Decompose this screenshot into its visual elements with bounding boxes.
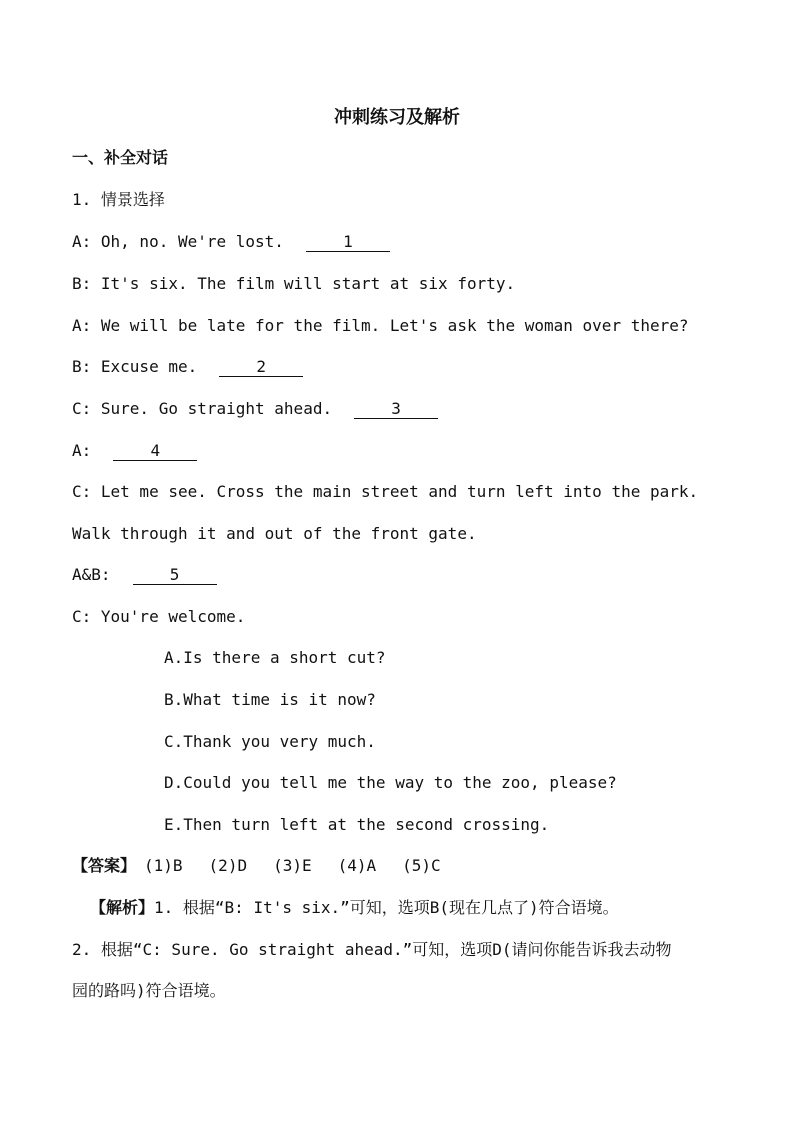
analysis-line: 2. 根据“C: Sure. Go straight ahead.”可知，选项D(请问你能告诉我去动物 bbox=[72, 940, 672, 959]
analysis-line: 园的路吗)符合语境。 bbox=[72, 981, 226, 1000]
answer-item: (1)B bbox=[144, 856, 183, 875]
question-label: 1. 情景选择 bbox=[72, 190, 165, 209]
dialogue-line: C: Let me see. Cross the main street and turn left into the park. bbox=[72, 482, 699, 501]
dialogue-line bbox=[72, 441, 197, 461]
dialogue-line: B: It's six. The film will start at six forty. bbox=[72, 274, 516, 293]
option-d: D.Could you tell me the way to the zoo, please? bbox=[164, 773, 617, 792]
answer-line bbox=[72, 856, 467, 876]
answer-item: (2)D bbox=[208, 856, 248, 875]
dialogue-line bbox=[72, 232, 390, 252]
dialogue-text: A: bbox=[72, 441, 92, 460]
dialogue-line: C: You're welcome. bbox=[72, 607, 246, 626]
answer-blank: 2 bbox=[219, 358, 303, 377]
dialogue-text: B: Excuse me. bbox=[72, 357, 198, 376]
answer-blank: 1 bbox=[306, 233, 390, 252]
option-e: E.Then turn left at the second crossing. bbox=[164, 815, 550, 834]
dialogue-text: A: Oh, no. We're lost. bbox=[72, 232, 284, 251]
answer-item: (3)E bbox=[273, 856, 312, 875]
dialogue-text: A&B: bbox=[72, 565, 111, 584]
answer-blank: 3 bbox=[354, 400, 438, 419]
analysis-label: 【解析】 bbox=[90, 898, 155, 917]
section-heading: 一、补全对话 bbox=[72, 148, 169, 167]
dialogue-line bbox=[72, 565, 217, 585]
answer-blank: 5 bbox=[133, 566, 217, 585]
analysis-line bbox=[90, 898, 619, 918]
answer-item: (5)C bbox=[402, 856, 441, 875]
option-a: A.Is there a short cut? bbox=[164, 648, 386, 667]
dialogue-line: Walk through it and out of the front gate. bbox=[72, 524, 477, 543]
page-title: 冲刺练习及解析 bbox=[334, 107, 460, 128]
option-b: B.What time is it now? bbox=[164, 690, 376, 709]
answer-item: (4)A bbox=[337, 856, 377, 875]
dialogue-text: C: Sure. Go straight ahead. bbox=[72, 399, 333, 418]
answer-label: 【答案】 bbox=[72, 856, 137, 875]
dialogue-line bbox=[72, 357, 303, 377]
option-c: C.Thank you very much. bbox=[164, 732, 376, 751]
dialogue-line: A: We will be late for the film. Let's ask the woman over there? bbox=[72, 316, 689, 335]
answer-blank: 4 bbox=[113, 442, 197, 461]
dialogue-line bbox=[72, 399, 438, 419]
analysis-text: 1. 根据“B: It's six.”可知，选项B(现在几点了)符合语境。 bbox=[154, 898, 619, 917]
